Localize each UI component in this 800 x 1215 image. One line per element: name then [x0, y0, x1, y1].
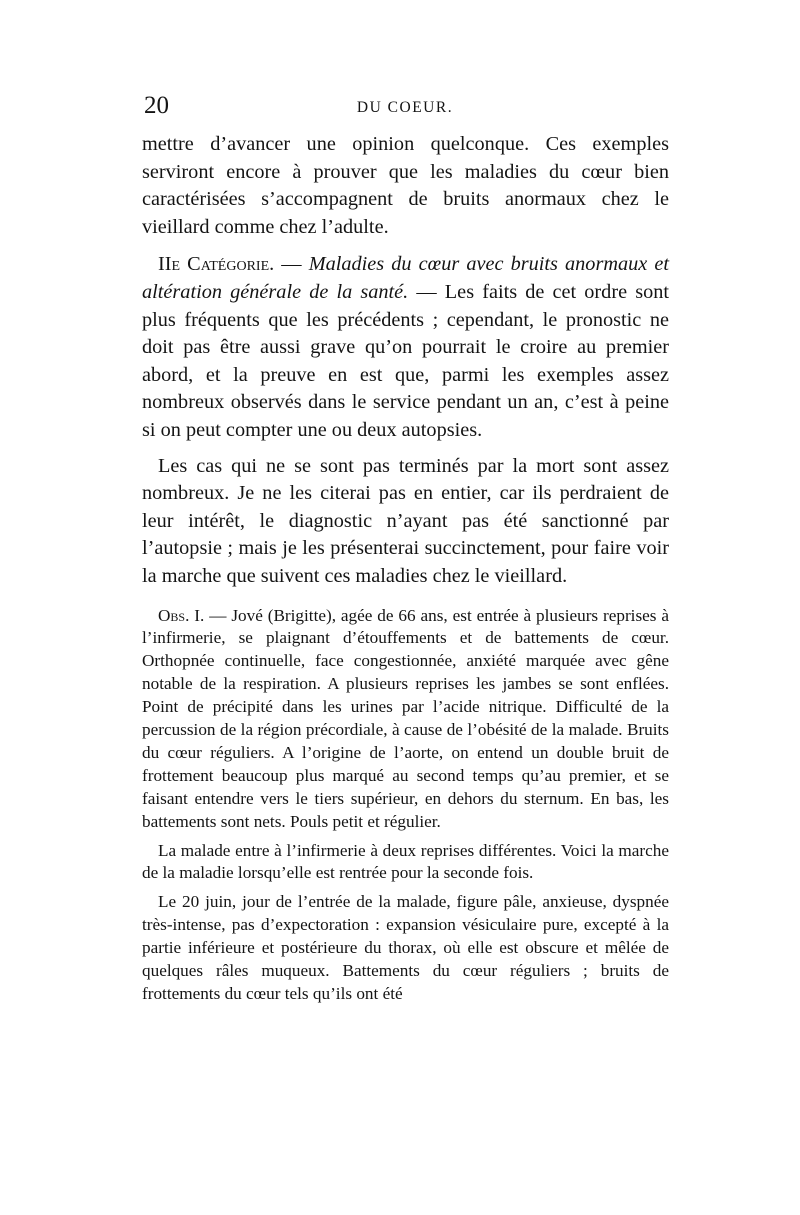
observation-text: — Jové (Brigitte), agée de 66 ans, est entrée à plusieurs reprises à l’infirmerie, se plaignant d’étouffements et de battements de cœur. Orthopnée continuelle, face congestionnée, anxiété marquée avec gêne notable de la respiration. A plusieurs reprises les jambes se sont enflées. Point de précipité dans les urines par l’acide nitrique. Difficulté de la percussion de la région précordiale, à cause de l’obésité de la malade. Bruits du cœur réguliers. A l’origine de l’aorte, on entend un double bruit de frottement beaucoup plus marqué au second temps qu’au premier, et se faisant entendre vers le tiers supérieur, en dehors du sternum. En bas, les battements sont nets. Pouls petit et régulier.	[142, 605, 669, 831]
paragraph-continuation: mettre d’avancer une opinion quelconque. Ces exemples serviront encore à prouver que les maladies du cœur bien caractérisées s’accompagnent de bruits anormaux chez le vieillard comme chez l’adulte.	[142, 133, 669, 238]
observation-block	[142, 605, 669, 1006]
observation-paragraph-2: La malade entre à l’infirmerie à deux reprises différentes. Voici la marche de la maladie lorsqu’elle est rentrée pour la seconde fois.	[142, 840, 669, 883]
observation-label: Obs. I.	[158, 605, 205, 625]
paragraph-cases: Les cas qui ne se sont pas terminés par la mort sont assez nombreux. Je ne les citerai pas en entier, car ils perdraient de leur intérêt, le diagnostic n’ayant pas été sanctionné par l’autopsie ; mais je les présenterai succinctement, pour faire voir la marche que suivent ces maladies chez le vieillard.	[142, 454, 669, 587]
text-block	[142, 131, 669, 1006]
page-header	[140, 92, 670, 126]
category-body: — Les faits de cet ordre sont plus fréquents que les précédents ; cependant, le pronostic ne doit pas être aussi grave qu’on pourrait le croire au premier abord, et la preuve en est que, parmi les exemples assez nombreux observés dans le service pendant un an, c’est à peine si on peut compter une ou deux autopsies.	[142, 280, 670, 441]
category-dash: —	[274, 253, 309, 276]
observation-paragraph-1	[142, 605, 669, 834]
category-label: IIe Catégorie.	[158, 253, 275, 276]
page-number: 20	[144, 92, 169, 119]
running-title: DU COEUR.	[356, 99, 454, 116]
category-title: Maladies du cœur avec bruits anormaux et altération générale de la santé.	[142, 253, 670, 303]
observation-paragraph-3: Le 20 juin, jour de l’entrée de la malade, figure pâle, anxieuse, dyspnée très-intense, pas d’expectoration : expansion vésiculaire pure, excepté à la partie inférieure et postérieure du thorax, où elle est obscure et mêlée de quelques râles muqueux. Battements du cœur réguliers ; bruits de frottements du cœur tels qu’ils ont été	[142, 892, 669, 1003]
category-paragraph	[142, 251, 669, 444]
